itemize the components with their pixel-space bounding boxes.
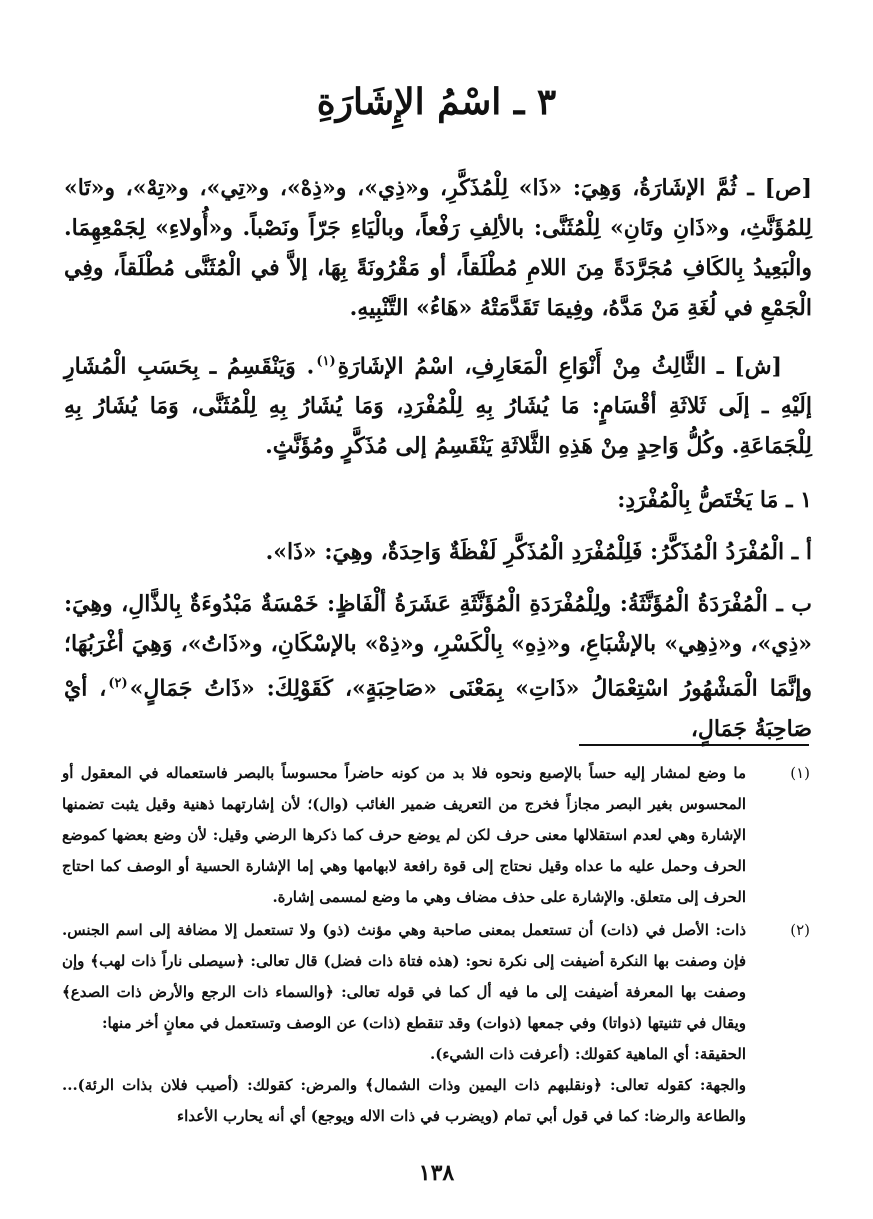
footnote-number-2: (٢)	[790, 921, 810, 939]
sharh-text-start: [ش] ـ الثَّالِثُ مِنْ أَنْوَاعِ الْمَعَارِفِ، اسْمُ الإشَارَةِ	[337, 353, 782, 380]
footnote-text-1: ما وضع لمشار إليه حساً بالإصبع ونحوه فلا بد من كونه حاضراً محسوساً بالبصر فاستعماله في المعقول أو المحسوس بغير البصر مجازاً فخرج من التعريف ضمير الغائب (وال)؛ لأن إشارتهما ذهنية وقيل يثبت تضمنها الإشارة وهي لعدم استقلالها معنى حرف لكن لم يوضع حرف كما ذكرها الرضي وقيل: لأن وضع بعضها كموضع الحرف وحمل عليه ما عداه وقيل نحتاج إلى قوة رافعة لابهامها وهي إما الإشارة الحسية أو الوصف كما احتاج الحرف إلى متعلق. والإشارة على حذف مضاف وهي ما وضع لمسمى إشارة.	[62, 764, 746, 906]
footnote-2-line-jiha: والجهة: كقوله تعالى: ﴿ونقلبهم ذات اليمين وذات الشمال﴾ والمرض: كقولك: (أصيب فلان بذات الرئة)... والطاعة والرضا: كما في قول أبي تمام (ويضرب في ذات الاله ويوجع) أي أنه يحارب الأعداء	[62, 1076, 746, 1125]
section-heading-singular: ١ ـ مَا يَخْتَصُّ بِالْمُفْرَدِ:	[617, 487, 812, 514]
chapter-title: ٣ ـ اسْمُ الإِشَارَةِ	[316, 81, 557, 123]
footnote-2-line-haqiqa: الحقيقة: أي الماهية كقولك: (أعرفت ذات الشيء).	[430, 1045, 746, 1063]
footnote-divider	[579, 744, 809, 746]
paragraph-matn: [ص] ـ ثُمَّ الإشَارَةُ، وَهِيَ: «ذَا» لِلْمُذَكَّرِ، و«ذِي»، و«ذِهْ»، و«تِي»، و«تِهْ»، و«تَا» لِلمُؤَنَّثِ، و«ذَانِ وتَانِ» لِلْمُثَنَّى: بالألِفِ رَفْعاً، وبالْيَاءِ جَرّاً ونَصْباً. و«أُولاءِ» لِجَمْعِهِمَا. والْبَعِيدُ بِالكَافِ مُجَرَّدَةً مِنَ اللامِ مُطْلَقاً، أو مَقْرُونَةً بِهَا، إلاَّ في الْمُثَنَّى مُطْلَقاً، وفِي الْجَمْعِ في لُغَةِ مَنْ مَدَّهُ، وفِيمَا تَقَدَّمَتْهُ «هَاءُ» التَّنْبِيهِ.	[64, 175, 812, 321]
item-masculine-singular: أ ـ الْمُفْرَدُ الْمُذَكَّرُ: فَلِلْمُفْرَدِ الْمُذَكَّرِ لَفْظَةٌ وَاحِدَةٌ، وهِيَ: «ذَا».	[265, 539, 812, 566]
footnote-text-2: ذات: الأصل في (ذات) أن تستعمل بمعنى صاحبة وهي مؤنث (ذو) ولا تستعمل إلا مضافة إلى اسم الجنس. فإن وصفت بها النكرة أضيفت إلى نكرة نحو: (هذه فتاة ذات فضل) قال تعالى: ﴿سيصلى ناراً ذات لهب﴾ وإن وصفت بها المعرفة أضيفت إلى ما فيه أل كما في قوله تعالى: ﴿والسماء ذات الرجع والأرض ذات الصدع﴾ ويقال في تثنيتها (ذواتا) وفي جمعها (ذوات) وقد تنقطع (ذات) عن الوصف وتستعمل في معانٍ أخر منها:	[62, 921, 746, 1032]
footnote-number-1: (١)	[790, 764, 810, 782]
footnotes	[62, 758, 810, 1134]
paragraph-sharh	[64, 342, 812, 466]
sharh-text-end: . وَيَنْقَسِمُ ـ بِحَسَبِ الْمُشَارِ إلَيْهِ ـ إلَى ثَلاثَةِ أقْسَامٍ: مَا يُشَارُ بِهِ لِلْمُفْرَدِ، وَمَا يُشَارُ بِهِ لِلْمُثَنَّى، وَمَا يُشَارُ بِهِ لِلْجَمَاعَةِ. وكُلُّ وَاحِدٍ مِنْ هَذِهِ الثَّلاثَةِ يَنْقَسِمُ إلى مُذَكَّرٍ ومُؤَنَّثٍ.	[64, 353, 812, 460]
main-text	[64, 168, 812, 761]
footnote-ref-1: (١)	[316, 354, 336, 369]
feminine-text-end: ، أيْ صَاحِبَةُ جَمَالٍ،	[64, 675, 812, 742]
feminine-text-start: ب ـ الْمُفْرَدَةُ الْمُؤَنَّثَةُ: ولِلْمُفْرَدَةِ الْمُؤَنَّثَةِ عَشَرَةُ ألْفَاظٍ: خَمْسَةٌ مَبْدُوءَةٌ بِالذَّالِ، وهِيَ: «ذِي»، و«ذِهِي» بالإشْبَاعِ، و«ذِهِ» بِالْكَسْرِ، و«ذِهْ» بالإسْكَانِ، و«ذَاتُ»، وَهِيَ أغْرَبُهَا؛ وإنَّمَا الْمَشْهُورُ اسْتِعْمَالُ «ذَاتِ» بِمَعْنَى «صَاحِبَةٍ»، كَقَوْلِكَ: «ذَاتُ جَمَالٍ»	[64, 591, 812, 702]
footnote-ref-2: (٢)	[108, 676, 128, 692]
footnote-1	[62, 758, 810, 913]
item-feminine-singular	[64, 584, 812, 748]
footnote-2	[62, 915, 810, 1132]
page-number: ١٣٨	[418, 1160, 455, 1186]
